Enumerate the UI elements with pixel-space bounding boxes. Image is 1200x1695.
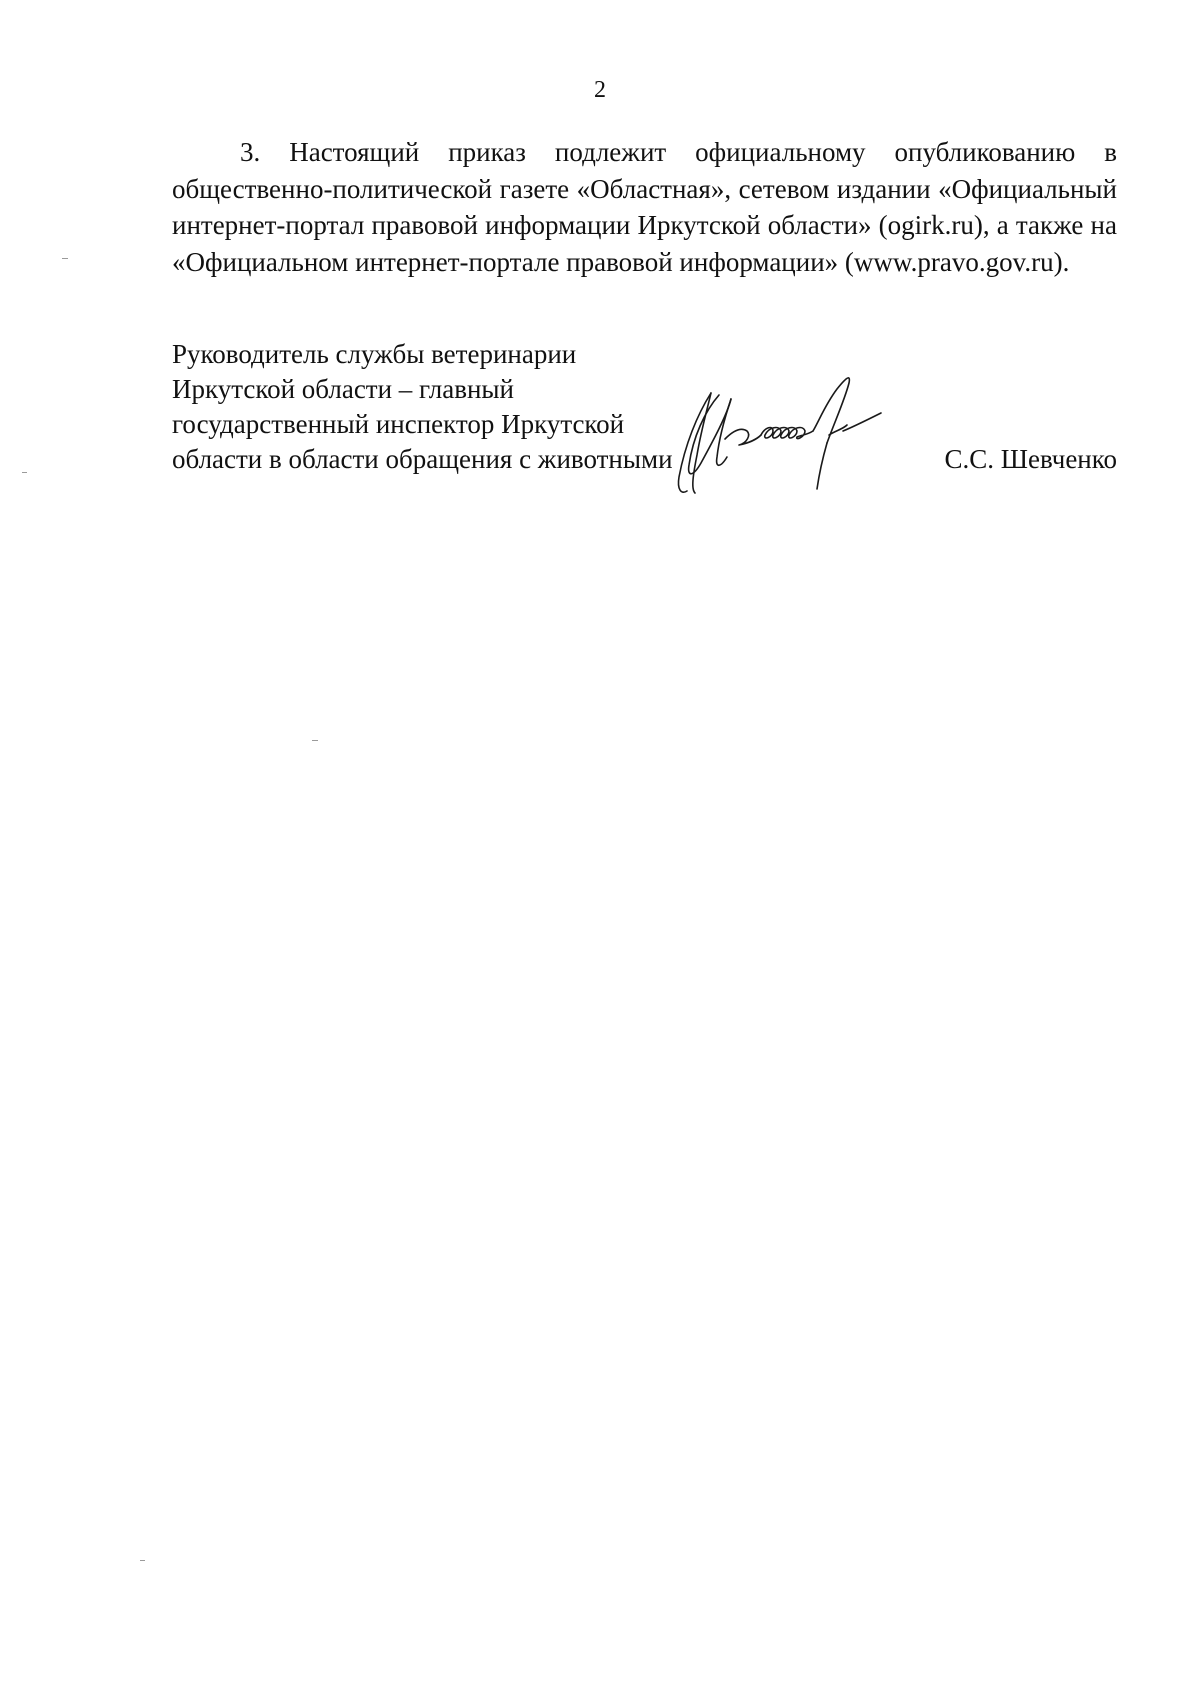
signature-block	[172, 337, 1117, 507]
signer-position-line: Руководитель службы ветеринарии	[172, 339, 577, 369]
signer-position-line: государственный инспектор Иркутской	[172, 409, 625, 439]
paragraph-3: 3. Настоящий приказ подлежит официальному опубликованию в общественно-политической газете «Областная», сетевом издании «Официальный интернет-портал правовой информации Иркутской области» (ogirk.ru), а также на «Официальном интернет-портале правовой информации» (www.pravo.gov.ru).	[172, 137, 1117, 277]
signer-position	[172, 337, 673, 477]
handwritten-signature-icon	[667, 365, 907, 500]
scan-speck	[62, 258, 68, 259]
scan-speck	[22, 472, 27, 473]
scan-speck	[140, 1560, 145, 1561]
scan-speck	[312, 740, 318, 741]
signer-position-line: области в области обращения с животными	[172, 444, 673, 474]
signer-position-line: Иркутской области – главный	[172, 374, 514, 404]
page-number: 2	[594, 77, 606, 103]
signer-name: С.С. Шевченко	[944, 444, 1117, 474]
